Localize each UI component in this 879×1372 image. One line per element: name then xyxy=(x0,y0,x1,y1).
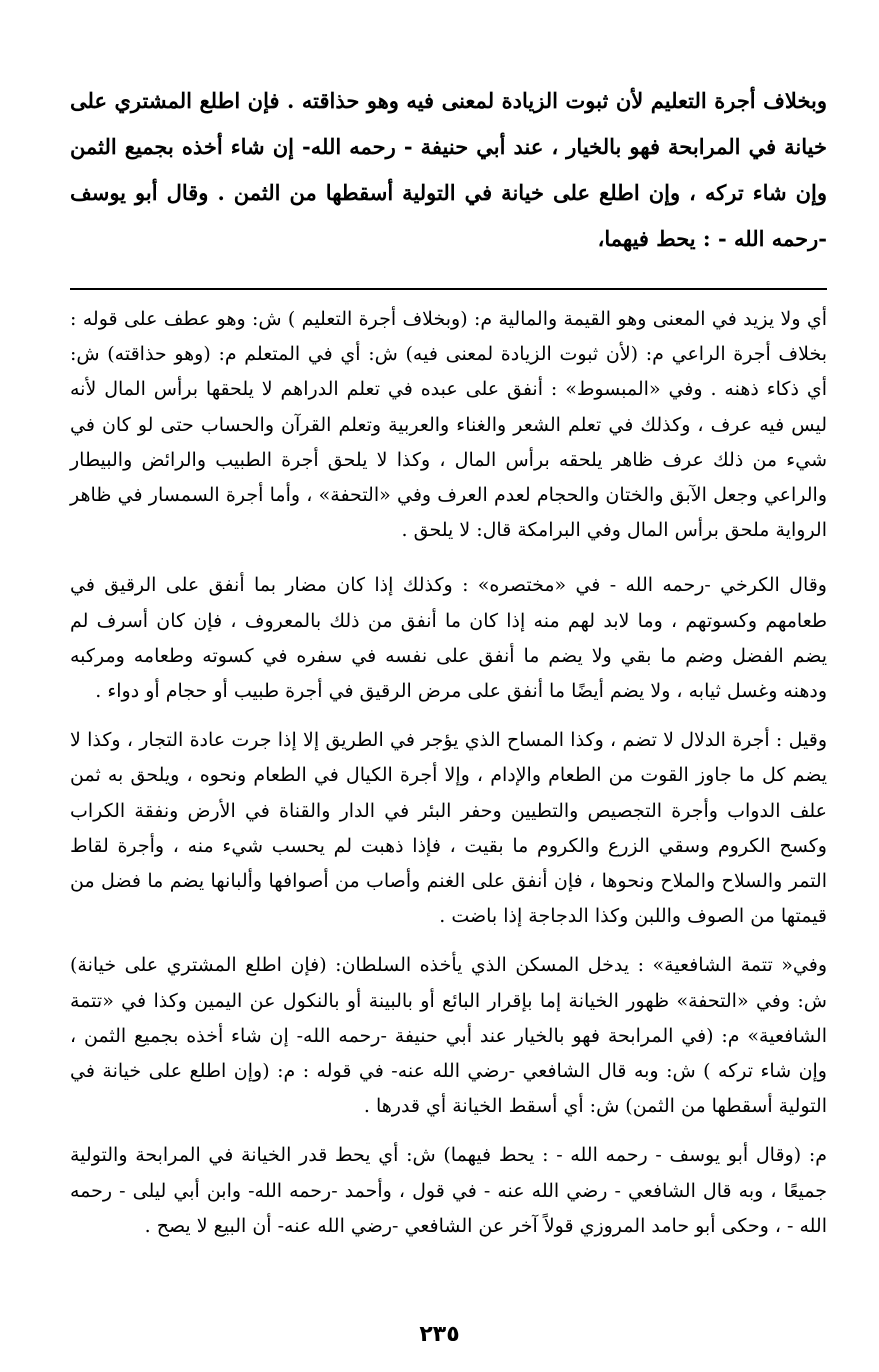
commentary-paragraph: وقال الكرخي -رحمه الله - في «مختصره» : وكذلك إذا كان مضار بما أنفق على الرقيق في طعامهم وكسوتهم ، وما لابد لهم منه إذا كان ما أنفق من ذلك بالمعروف ، فإن كان أسرف لم يضم الفضل وضم ما بقي ولا يضم ما أنفق على نفسه في سفره في كسوته وطعامه ومركبه ودهنه وغسل ثيابه ، ولا يضم أيضًا ما أنفق على مرض الرقيق في أجرة طبيب أو حجام أو دواء . xyxy=(70,574,827,703)
commentary xyxy=(70,302,827,1244)
commentary-paragraph: وقيل : أجرة الدلال لا تضم ، وكذا المساح الذي يؤجر في الطريق إلا إذا جرت عادة التجار ، وكذا لا يضم كل ما جاوز القوت من الطعام والإدام ، وإلا أجرة الكيال في الطعام ونحوه ، ويلحق به ثمن علف الدواب وأجرة التجصيص والتطيين وحفر البئر في الدار والقناة في الأرض ونفقة الكراب وكسح الكروم وسقي الزرع والكروم ما بقيت ، فإذا ذهبت لم يحسب شيء منه ، وأجرة لقاط التمر والسلاح والملاح ونحوها ، فإن أنفق على الغنم وأصاب من أصوافها وألبانها يضم ما فضل من قيمتها من الصوف واللبن وكذا الدجاجة إذا باضت . xyxy=(70,729,827,928)
commentary-paragraph: م: (وقال أبو يوسف - رحمه الله - : يحط فيهما) ش: أي يحط قدر الخيانة في المرابحة والتولية جميعًا ، وبه قال الشافعي - رضي الله عنه - في قول ، وأحمد -رحمه الله- وابن أبي ليلى - رحمه الله - ، وحكى أبو حامد المروزي قولاً آخر عن الشافعي -رضي الله عنه- أن البيع لا يصح . xyxy=(70,1144,827,1237)
main-text: وبخلاف أجرة التعليم لأن ثبوت الزيادة لمعنى فيه وهو حذاقته . فإن اطلع المشتري على خيانة في المرابحة فهو بالخيار ، عند أبي حنيفة - رحمه الله- إن شاء أخذه بجميع الثمن وإن شاء تركه ، وإن اطلع على خيانة في التولية أسقطها من الثمن . وقال أبو يوسف -رحمه الله - : يحط فيهما، xyxy=(70,88,827,251)
commentary-paragraph: أي ولا يزيد في المعنى وهو القيمة والمالية م: (وبخلاف أجرة التعليم ) ش: وهو عطف على قوله : بخلاف أجرة الراعي م: (لأن ثبوت الزيادة لمعنى فيه) ش: أي في المتعلم م: (وهو حذاقته) ش: أي ذكاء ذهنه . وفي «المبسوط» : أنفق على عبده في تعلم الدراهم لا يلحقها برأس المال لأنه ليس فيه عرف ، وكذلك في تعلم الشعر والغناء والعربية وتعلم القرآن والحساب حتى لو كان في شيء من ذلك عرف ظاهر يلحقه برأس المال ، وكذا لا يلحق أجرة الطبيب والرائض والبيطار والراعي وجعل الآبق والختان والحجام لعدم العرف وفي «التحفة» ، وأما أجرة السمسار في ظاهر الرواية ملحق برأس المال وفي البرامكة قال: لا يلحق . xyxy=(70,308,827,542)
separator-line xyxy=(70,288,827,290)
commentary-paragraph: وفي« تتمة الشافعية» : يدخل المسكن الذي يأخذه السلطان: (فإن اطلع المشتري على خيانة) ش: وفي «التحفة» ظهور الخيانة إما بإقرار البائع أو بالبينة أو بالنكول عن اليمين وكذا في «تتمة الشافعية» م: (في المرابحة فهو بالخيار عند أبي حنيفة -رحمه الله- إن شاء أخذه بجميع الثمن ، وإن شاء تركه ) ش: وبه قال الشافعي -رضي الله عنه- في قوله : م: (وإن اطلع على خيانة في التولية أسقطها من الثمن) ش: أي أسقط الخيانة أي قدرها . xyxy=(70,954,827,1118)
page-number: ٢٣٥ xyxy=(419,1322,460,1347)
